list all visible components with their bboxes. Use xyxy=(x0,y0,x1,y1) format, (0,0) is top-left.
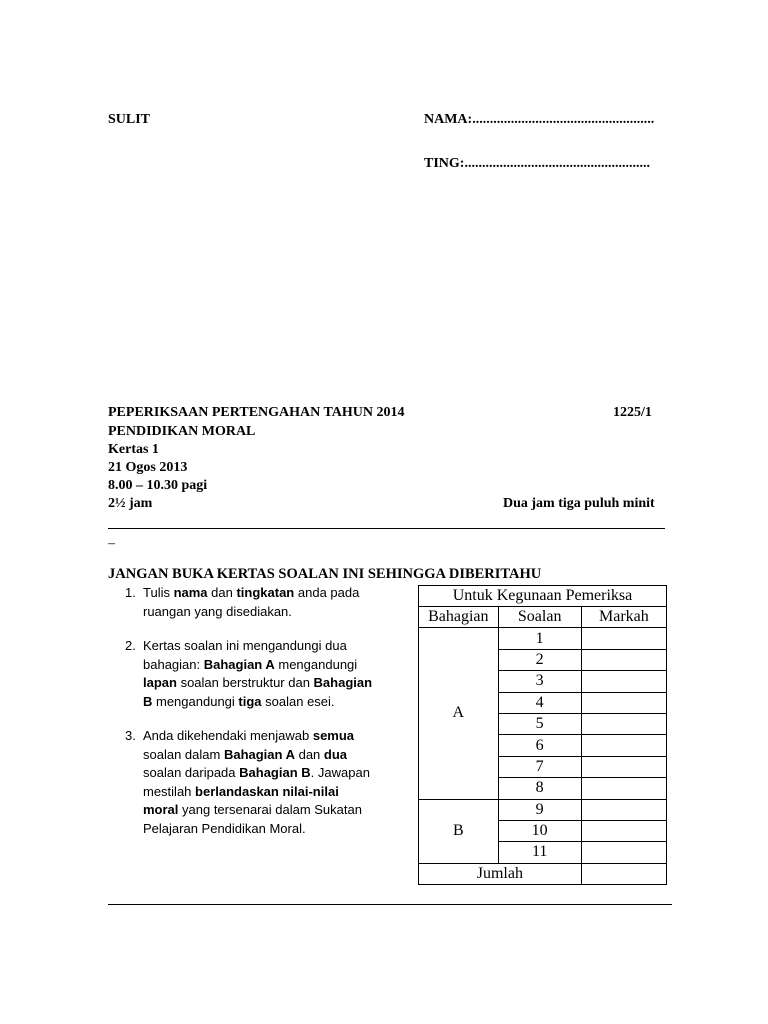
header-markah: Markah xyxy=(581,607,666,628)
instruction-number: 3. xyxy=(125,728,136,743)
warning-text: JANGAN BUKA KERTAS SOALAN INI SEHINGGA DIBERITAHU xyxy=(108,566,542,582)
instruction-text-segment: Pelajaran Pendidikan Moral. xyxy=(143,820,306,836)
ting-field[interactable]: TING:..................................................... xyxy=(424,156,650,171)
question-number: 8 xyxy=(498,778,581,799)
instruction-item xyxy=(125,584,405,621)
question-number: 6 xyxy=(498,735,581,756)
instruction-bold-text: tiga xyxy=(238,693,262,709)
question-number: 3 xyxy=(498,671,581,692)
question-number: 2 xyxy=(498,649,581,670)
mark-cell[interactable] xyxy=(581,820,666,841)
instruction-text-segment: soalan dalam xyxy=(143,746,224,762)
total-label: Jumlah xyxy=(419,863,582,884)
instruction-text-segment: anda pada xyxy=(294,585,360,600)
exam-code: 1225/1 xyxy=(613,405,652,420)
examiner-table xyxy=(418,585,667,885)
instruction-bold-text: lapan xyxy=(143,675,177,690)
instruction-line xyxy=(143,746,370,765)
mark-cell[interactable] xyxy=(581,799,666,820)
question-number: 9 xyxy=(498,799,581,820)
instruction-bold-text: Bahagian A xyxy=(203,656,275,672)
exam-date: 21 Ogos 2013 xyxy=(108,460,188,475)
instruction-line xyxy=(143,693,372,712)
exam-duration: 2½ jam xyxy=(108,496,153,511)
instruction-text-segment: yang tersenarai dalam Sukatan xyxy=(178,802,362,817)
instruction-line xyxy=(143,764,370,783)
mark-cell[interactable] xyxy=(581,692,666,713)
instruction-line xyxy=(143,820,370,839)
instruction-bold-text: Bahagian xyxy=(313,675,373,690)
instruction-text-segment: Tulis xyxy=(143,585,174,600)
instruction-bold-text: B xyxy=(143,693,153,709)
exam-time: 8.00 – 10.30 pagi xyxy=(108,478,208,493)
question-number: 10 xyxy=(498,820,581,841)
instruction-item xyxy=(125,727,405,838)
instruction-bold-text: nama xyxy=(173,585,208,600)
instruction-line xyxy=(143,783,370,802)
question-number: 7 xyxy=(498,756,581,777)
instruction-line xyxy=(143,801,370,820)
mark-cell[interactable] xyxy=(581,671,666,692)
instruction-line xyxy=(143,674,372,693)
instruction-text-segment: soalan daripada xyxy=(143,765,240,780)
instruction-line xyxy=(143,584,359,603)
divider-bottom xyxy=(108,904,672,905)
mark-cell[interactable] xyxy=(581,649,666,670)
sulit-label: SULIT xyxy=(108,112,151,127)
subject-name: PENDIDIKAN MORAL xyxy=(108,424,256,439)
mark-cell[interactable] xyxy=(581,778,666,799)
mark-cell[interactable] xyxy=(581,842,666,863)
instruction-text-segment: ruangan yang disediakan. xyxy=(143,603,292,619)
instruction-bold-text: berlandaskan nilai-nilai xyxy=(195,783,339,799)
question-number: 11 xyxy=(498,842,581,863)
exam-duration-words: Dua jam tiga puluh minit xyxy=(503,496,655,511)
instruction-text-segment: mengandungi xyxy=(152,693,239,709)
question-number: 1 xyxy=(498,628,581,649)
mark-cell[interactable] xyxy=(581,628,666,649)
instruction-text-segment: mestilah xyxy=(143,783,196,799)
instruction-item xyxy=(125,637,405,711)
instruction-line xyxy=(143,637,372,656)
question-number: 4 xyxy=(498,692,581,713)
header-soalan: Soalan xyxy=(498,607,581,628)
mark-cell[interactable] xyxy=(581,756,666,777)
instruction-line xyxy=(143,656,372,675)
instruction-bold-text: dua xyxy=(323,746,348,762)
instruction-text-segment: Anda dikehendaki menjawab xyxy=(143,728,313,743)
section-b-label: B xyxy=(419,799,499,863)
instruction-text-segment: mengandungi xyxy=(274,656,358,672)
nama-field[interactable]: NAMA:.................................................... xyxy=(424,112,655,127)
paper-number: Kertas 1 xyxy=(108,442,159,457)
instruction-line xyxy=(143,603,359,622)
header-bahagian: Bahagian xyxy=(419,607,499,628)
instruction-text-segment: Kertas soalan ini mengandungi dua xyxy=(143,638,347,653)
instruction-bold-text: tingkatan xyxy=(236,585,295,600)
instruction-text xyxy=(143,584,359,621)
instruction-number: 1. xyxy=(125,585,136,600)
question-number: 5 xyxy=(498,713,581,734)
instruction-text xyxy=(143,637,372,711)
instruction-text-segment: dan xyxy=(294,746,324,762)
total-mark-cell[interactable] xyxy=(581,863,666,884)
instruction-line xyxy=(143,727,370,746)
instruction-text xyxy=(143,727,370,838)
instruction-text-segment: dan xyxy=(207,585,237,600)
divider-dash: – xyxy=(108,536,115,551)
exam-title: PEPERIKSAAN PERTENGAHAN TAHUN 2014 xyxy=(108,405,405,420)
instruction-number: 2. xyxy=(125,638,136,653)
instruction-bold-text: moral xyxy=(143,802,179,817)
instruction-text-segment: bahagian: xyxy=(143,656,204,672)
divider-top xyxy=(108,528,665,529)
instruction-bold-text: semua xyxy=(312,728,355,743)
section-a-label: A xyxy=(419,628,499,799)
mark-cell[interactable] xyxy=(581,713,666,734)
table-title: Untuk Kegunaan Pemeriksa xyxy=(419,586,667,607)
instruction-text-segment: soalan berstruktur dan xyxy=(176,675,314,690)
mark-cell[interactable] xyxy=(581,735,666,756)
instruction-bold-text: Bahagian B xyxy=(239,765,311,780)
instruction-text-segment: . Jawapan xyxy=(310,765,370,780)
instruction-bold-text: Bahagian A xyxy=(223,746,295,762)
instruction-text-segment: soalan esei. xyxy=(261,693,335,709)
